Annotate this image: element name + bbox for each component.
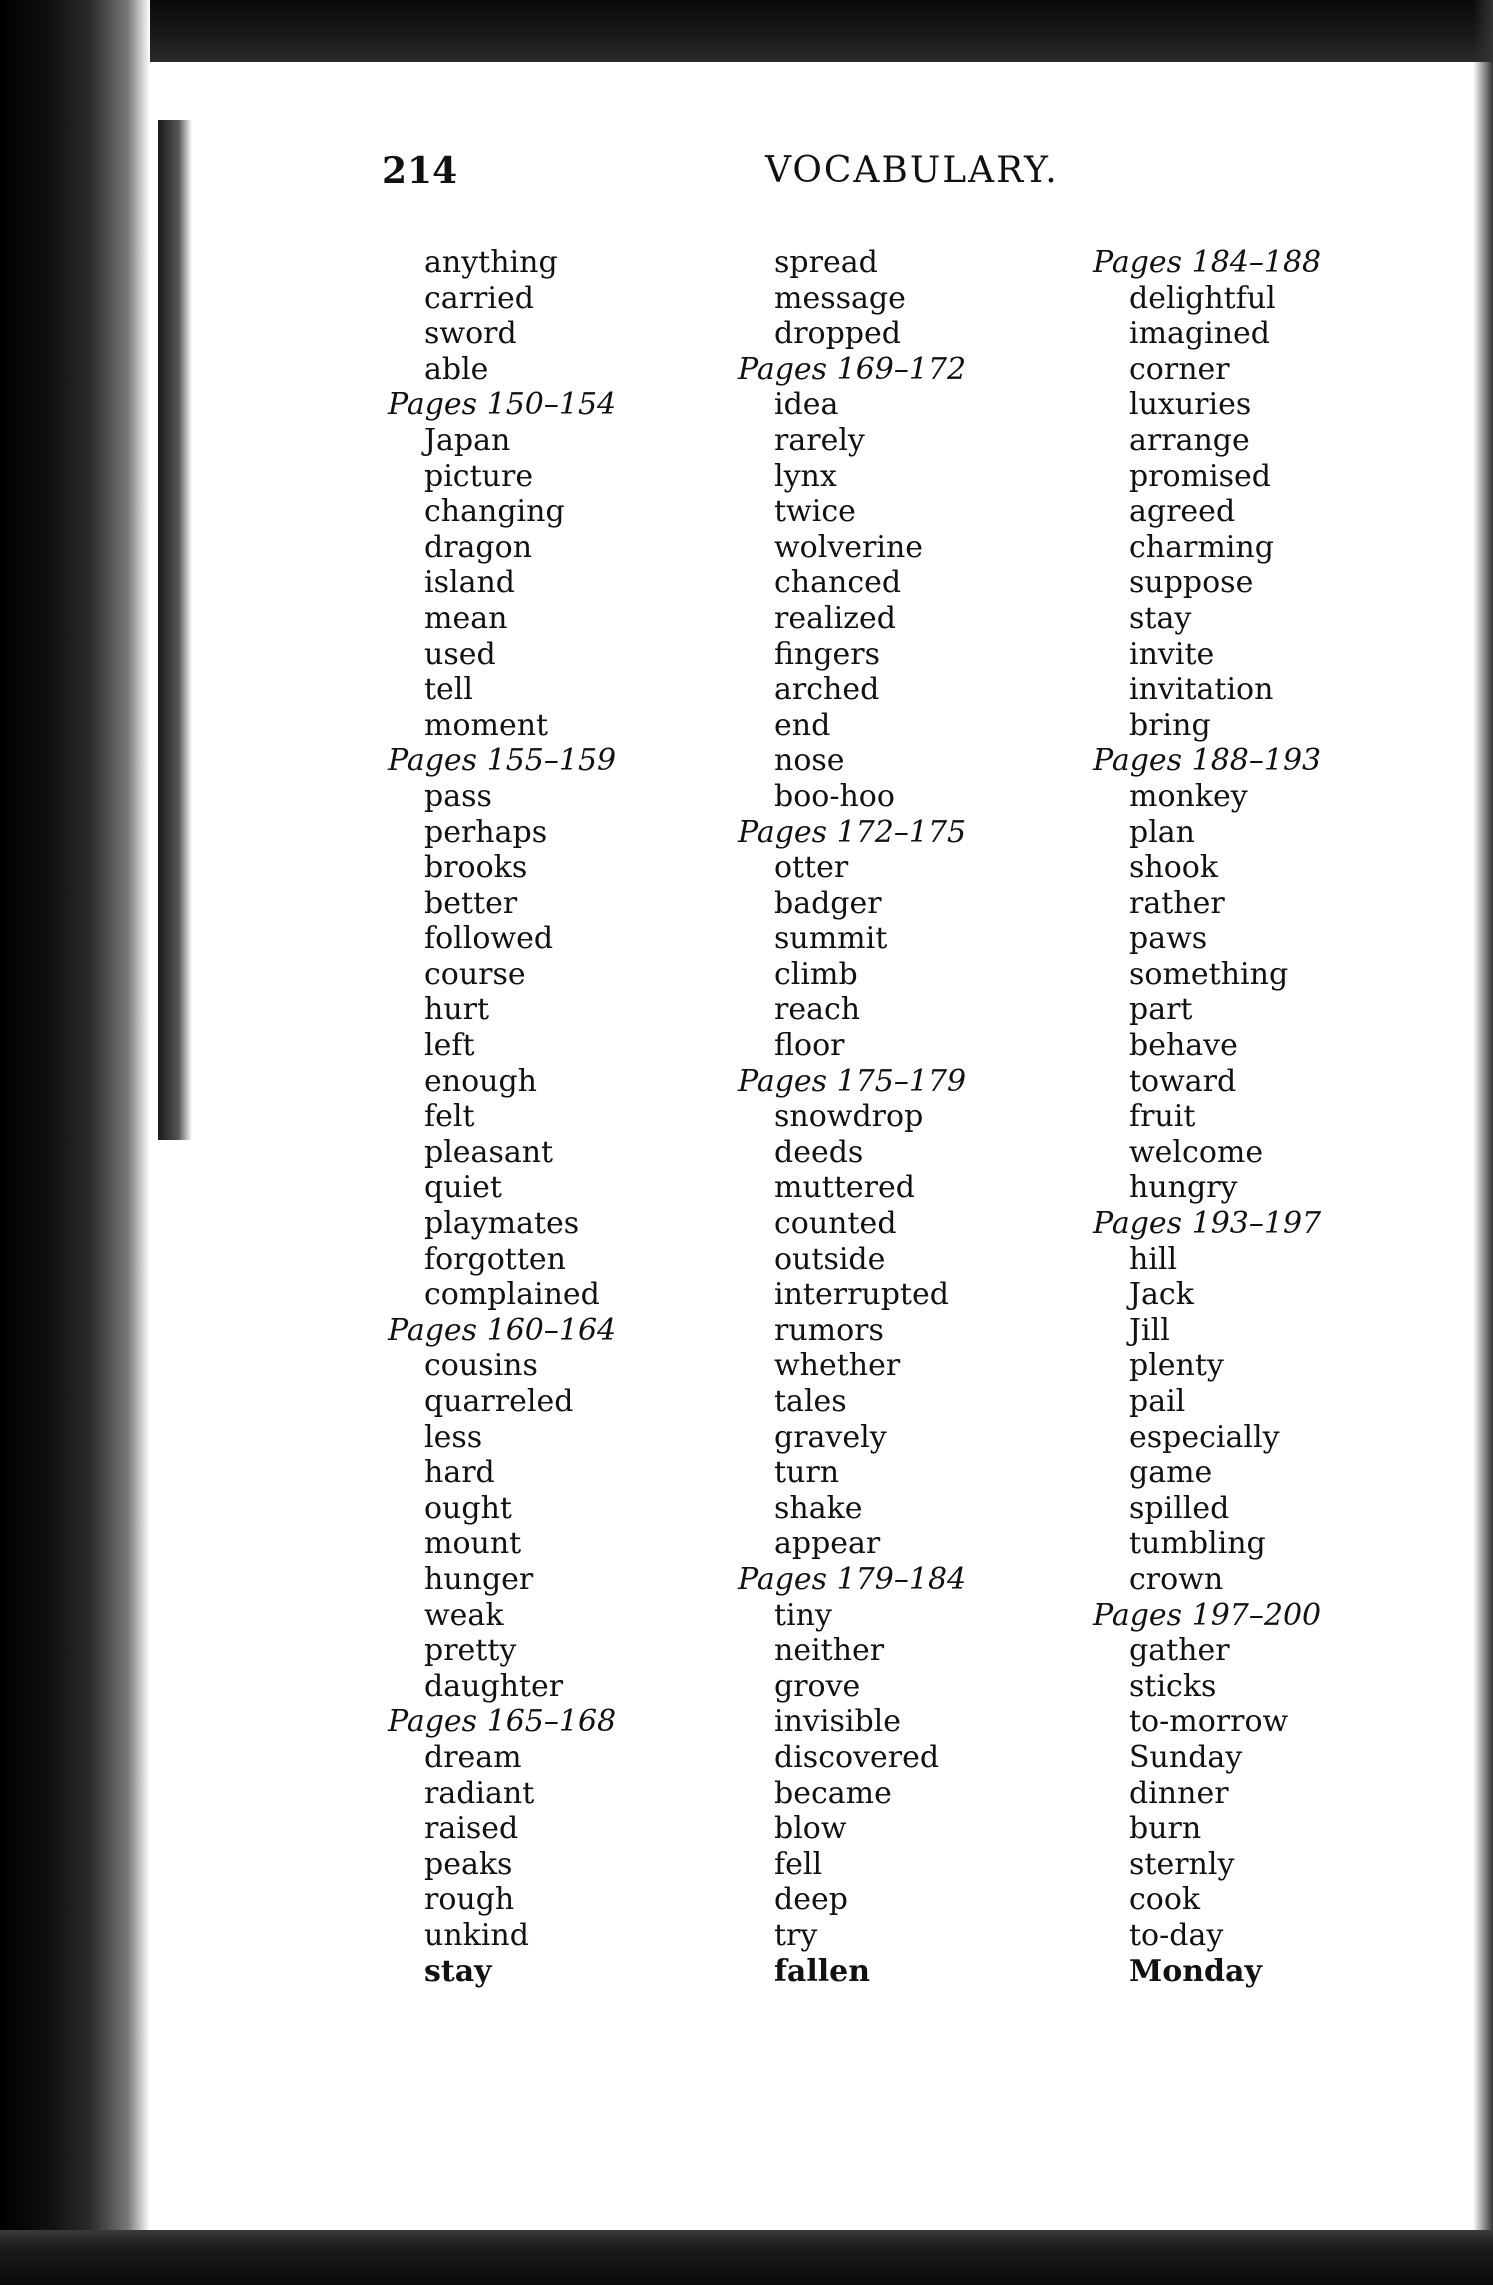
vocabulary-word: twice — [774, 494, 856, 530]
vocabulary-word: course — [424, 956, 526, 992]
vocabulary-word: pass — [424, 778, 492, 814]
vocabulary-word: plan — [1129, 814, 1196, 850]
vocabulary-word: summit — [774, 921, 888, 957]
vocabulary-word: nose — [774, 743, 845, 779]
vocabulary-word: rather — [1129, 885, 1225, 921]
vocabulary-word: try — [774, 1917, 818, 1953]
vocabulary-word: imagined — [1129, 316, 1271, 352]
vocabulary-word: toward — [1129, 1063, 1237, 1099]
vocabulary-word: corner — [1129, 351, 1230, 387]
vocabulary-word: to-day — [1129, 1917, 1224, 1953]
vocabulary-word: fell — [774, 1846, 823, 1882]
vocabulary-column-1 — [380, 245, 730, 1989]
vocabulary-word: radiant — [424, 1775, 535, 1811]
vocabulary-word: whether — [774, 1348, 901, 1384]
vocabulary-word: complained — [424, 1277, 600, 1313]
page-range-heading: Pages 184–188 — [1093, 245, 1322, 280]
vocabulary-word: unkind — [424, 1917, 529, 1953]
vocabulary-word: less — [424, 1419, 483, 1455]
vocabulary-word: used — [424, 636, 496, 672]
vocabulary-word: enough — [424, 1063, 537, 1099]
vocabulary-word: brooks — [424, 850, 528, 886]
scan-border-top — [0, 0, 1493, 62]
vocabulary-word: sternly — [1129, 1846, 1235, 1882]
scan-binding-shadow — [158, 120, 192, 1140]
vocabulary-word: mean — [424, 600, 508, 636]
vocabulary-word: followed — [424, 921, 554, 957]
vocabulary-word: Monday — [1129, 1953, 1262, 1989]
vocabulary-word: interrupted — [774, 1277, 949, 1313]
vocabulary-word: anything — [424, 245, 558, 280]
vocabulary-word: island — [424, 565, 515, 601]
vocabulary-word: burn — [1129, 1811, 1202, 1847]
scan-border-right — [1473, 0, 1493, 2285]
vocabulary-word: carried — [424, 280, 534, 316]
vocabulary-word: wolverine — [774, 529, 924, 565]
vocabulary-word: perhaps — [424, 814, 548, 850]
page-range-heading: Pages 193–197 — [1093, 1206, 1322, 1242]
vocabulary-word: crown — [1129, 1561, 1224, 1597]
vocabulary-word: shook — [1129, 850, 1219, 886]
vocabulary-word: changing — [424, 494, 565, 530]
vocabulary-word: invitation — [1129, 672, 1274, 708]
vocabulary-word: arrange — [1129, 422, 1250, 458]
vocabulary-word: hunger — [424, 1561, 534, 1597]
vocabulary-word: invisible — [774, 1704, 902, 1740]
scan-border-left — [0, 0, 150, 2285]
vocabulary-word: promised — [1129, 458, 1272, 494]
vocabulary-column-2 — [730, 245, 1080, 1989]
vocabulary-word: tales — [774, 1384, 847, 1419]
vocabulary-word: fallen — [774, 1953, 871, 1989]
page-range-heading: Pages 169–172 — [738, 351, 967, 387]
vocabulary-word: Japan — [424, 422, 511, 458]
page-range-heading: Pages 179–184 — [738, 1561, 967, 1597]
vocabulary-word: climb — [774, 956, 858, 992]
vocabulary-word: plenty — [1129, 1348, 1224, 1384]
vocabulary-word: tumbling — [1129, 1526, 1266, 1562]
vocabulary-word: dragon — [424, 529, 533, 565]
vocabulary-word: gravely — [774, 1419, 887, 1455]
vocabulary-word: dream — [424, 1739, 522, 1775]
vocabulary-word: snowdrop — [774, 1099, 924, 1135]
vocabulary-word: raised — [424, 1811, 519, 1847]
vocabulary-word: pleasant — [424, 1134, 554, 1170]
vocabulary-word: outside — [774, 1241, 886, 1277]
vocabulary-word: felt — [424, 1099, 475, 1135]
vocabulary-word: deep — [774, 1882, 848, 1918]
vocabulary-word: idea — [774, 387, 839, 423]
vocabulary-word: quarreled — [424, 1384, 574, 1419]
vocabulary-word: paws — [1129, 921, 1208, 957]
vocabulary-word: peaks — [424, 1846, 513, 1882]
vocabulary-word: arched — [774, 672, 880, 708]
vocabulary-word: cook — [1129, 1882, 1201, 1918]
vocabulary-word: tell — [424, 672, 473, 708]
vocabulary-word: badger — [774, 885, 882, 921]
vocabulary-word: daughter — [424, 1668, 564, 1704]
scan-border-bottom — [0, 2230, 1493, 2285]
vocabulary-word: hard — [424, 1455, 495, 1491]
vocabulary-word: turn — [774, 1455, 840, 1491]
vocabulary-word: deeds — [774, 1134, 864, 1170]
vocabulary-word: picture — [424, 458, 534, 494]
page-title: VOCABULARY. — [765, 150, 1059, 191]
vocabulary-word: fruit — [1129, 1099, 1196, 1135]
vocabulary-word: dinner — [1129, 1775, 1229, 1811]
vocabulary-word: luxuries — [1129, 387, 1252, 423]
vocabulary-word: hurt — [424, 992, 490, 1028]
vocabulary-word: ought — [424, 1490, 512, 1526]
vocabulary-column-3 — [1085, 245, 1435, 1989]
vocabulary-word: blow — [774, 1811, 847, 1847]
page-range-heading: Pages 188–193 — [1093, 743, 1322, 779]
vocabulary-word: bring — [1129, 707, 1211, 743]
vocabulary-word: lynx — [774, 458, 837, 494]
vocabulary-word: Jack — [1129, 1277, 1194, 1313]
vocabulary-word: dropped — [774, 316, 901, 352]
vocabulary-word: forgotten — [424, 1241, 566, 1277]
vocabulary-word: pretty — [424, 1633, 517, 1669]
vocabulary-word: reach — [774, 992, 861, 1028]
page-range-heading: Pages 165–168 — [388, 1704, 617, 1740]
page-range-heading: Pages 155–159 — [388, 743, 617, 779]
vocabulary-word: became — [774, 1775, 892, 1811]
vocabulary-word: invite — [1129, 636, 1215, 672]
vocabulary-word: boo-hoo — [774, 778, 895, 814]
vocabulary-word: stay — [424, 1953, 492, 1989]
vocabulary-word: message — [774, 280, 906, 316]
vocabulary-word: spread — [774, 245, 878, 280]
page-range-heading: Pages 175–179 — [738, 1063, 967, 1099]
vocabulary-word: gather — [1129, 1633, 1230, 1669]
vocabulary-word: end — [774, 707, 831, 743]
page-range-heading: Pages 197–200 — [1093, 1597, 1322, 1633]
vocabulary-word: sticks — [1129, 1668, 1217, 1704]
vocabulary-word: better — [424, 885, 518, 921]
vocabulary-word: otter — [774, 850, 849, 886]
vocabulary-word: Jill — [1129, 1312, 1170, 1348]
vocabulary-word: welcome — [1129, 1134, 1264, 1170]
vocabulary-word: able — [424, 351, 489, 387]
vocabulary-word: especially — [1129, 1419, 1280, 1455]
vocabulary-word: grove — [774, 1668, 861, 1704]
vocabulary-word: agreed — [1129, 494, 1236, 530]
vocabulary-word: part — [1129, 992, 1193, 1028]
vocabulary-word: sword — [424, 316, 517, 352]
vocabulary-word: spilled — [1129, 1490, 1230, 1526]
vocabulary-word: counted — [774, 1206, 897, 1242]
vocabulary-word: rumors — [774, 1312, 884, 1348]
vocabulary-word: tiny — [774, 1597, 832, 1633]
vocabulary-word: charming — [1129, 529, 1274, 565]
page-number: 214 — [382, 150, 458, 192]
vocabulary-word: shake — [774, 1490, 863, 1526]
vocabulary-word: cousins — [424, 1348, 538, 1384]
vocabulary-word: discovered — [774, 1739, 940, 1775]
vocabulary-word: weak — [424, 1597, 504, 1633]
vocabulary-word: moment — [424, 707, 549, 743]
vocabulary-word: suppose — [1129, 565, 1254, 601]
vocabulary-word: mount — [424, 1526, 522, 1562]
vocabulary-word: fingers — [774, 636, 881, 672]
vocabulary-word: quiet — [424, 1170, 502, 1206]
vocabulary-word: muttered — [774, 1170, 915, 1206]
vocabulary-word: something — [1129, 956, 1289, 992]
page-range-heading: Pages 160–164 — [388, 1312, 617, 1348]
vocabulary-word: delightful — [1129, 280, 1276, 316]
vocabulary-word: floor — [774, 1028, 845, 1064]
vocabulary-word: rough — [424, 1882, 515, 1918]
vocabulary-word: hungry — [1129, 1170, 1238, 1206]
vocabulary-word: pail — [1129, 1384, 1186, 1419]
vocabulary-word: to-morrow — [1129, 1704, 1289, 1740]
vocabulary-word: rarely — [774, 422, 865, 458]
vocabulary-word: neither — [774, 1633, 885, 1669]
vocabulary-word: stay — [1129, 600, 1192, 636]
page-range-heading: Pages 150–154 — [388, 387, 617, 423]
vocabulary-word: chanced — [774, 565, 902, 601]
page-range-heading: Pages 172–175 — [738, 814, 967, 850]
vocabulary-word: hill — [1129, 1241, 1178, 1277]
vocabulary-word: realized — [774, 600, 896, 636]
vocabulary-word: left — [424, 1028, 475, 1064]
vocabulary-word: playmates — [424, 1206, 580, 1242]
vocabulary-word: appear — [774, 1526, 881, 1562]
vocabulary-word: game — [1129, 1455, 1213, 1491]
vocabulary-word: monkey — [1129, 778, 1248, 814]
vocabulary-word: behave — [1129, 1028, 1238, 1064]
vocabulary-word: Sunday — [1129, 1739, 1243, 1775]
